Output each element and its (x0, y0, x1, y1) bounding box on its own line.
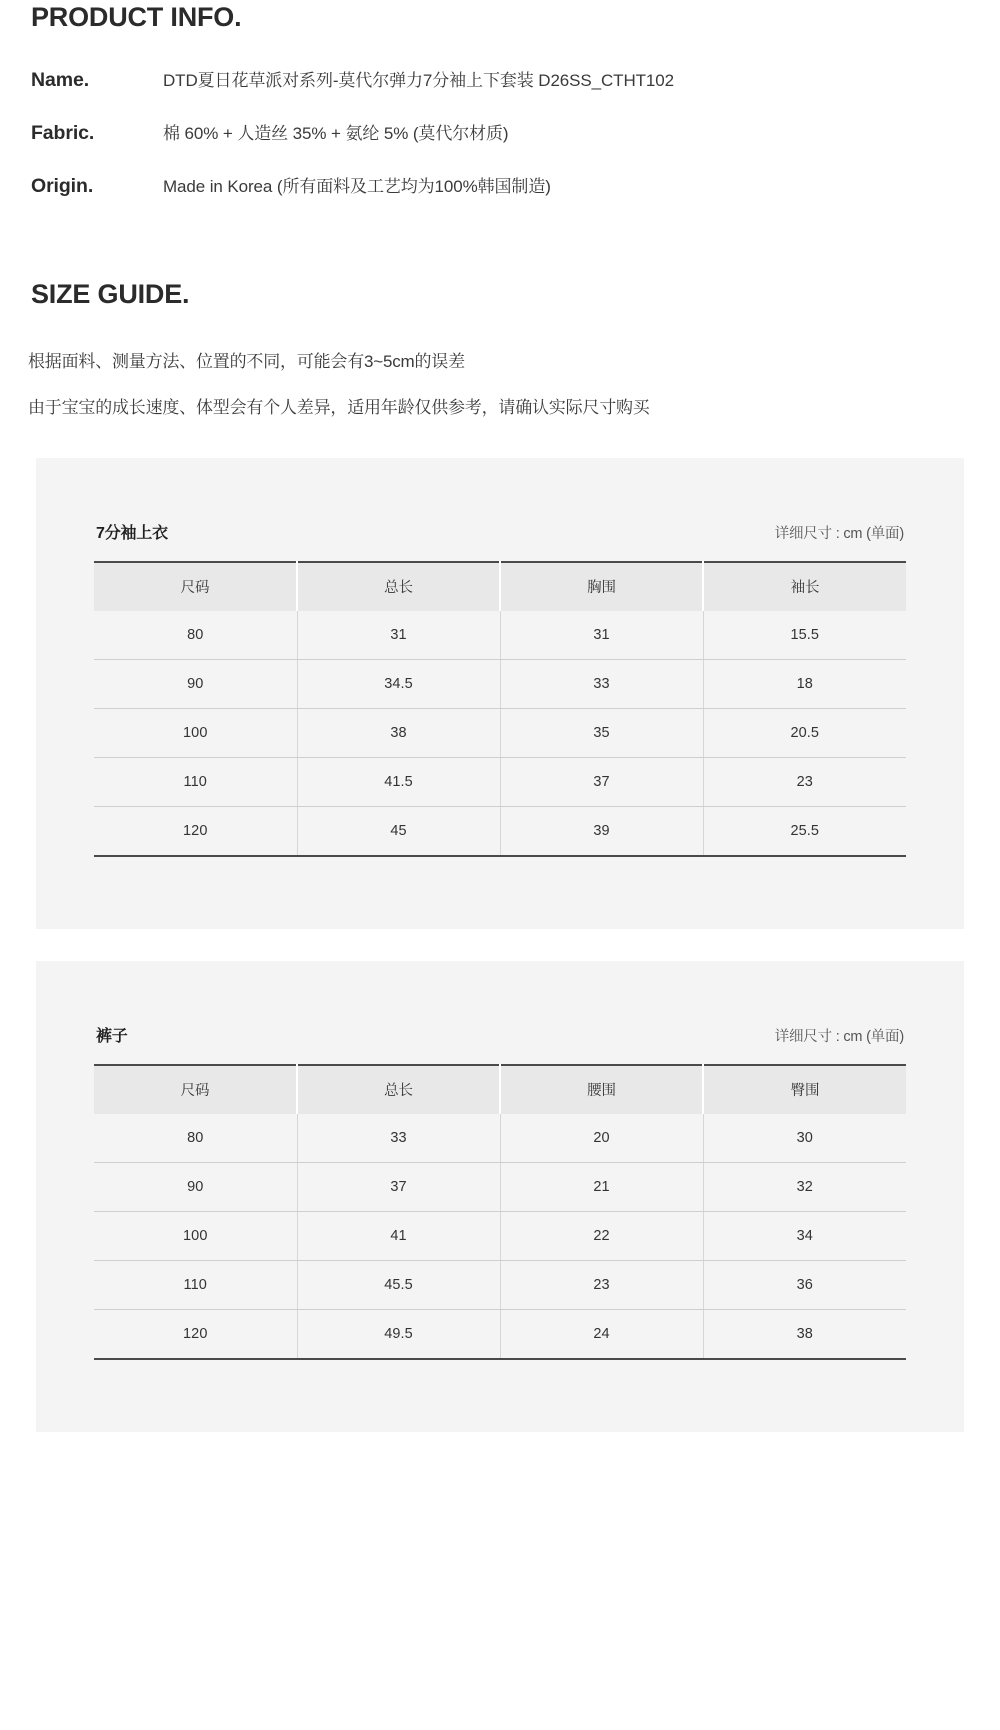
cell-size: 90 (94, 1163, 297, 1212)
cell-hip: 32 (703, 1163, 906, 1212)
cell-chest: 35 (500, 709, 703, 758)
size-guide-heading: SIZE GUIDE. (31, 279, 190, 310)
cell-size: 100 (94, 709, 297, 758)
cell-hip: 38 (703, 1310, 906, 1359)
cell-sleeve: 23 (703, 758, 906, 807)
size-table-title-top: 7分袖上衣 (96, 524, 168, 542)
size-guide-note-growth: 由于宝宝的成长速度、体型会有个人差异，适用年龄仅供参考，请确认实际尺寸购买 (28, 398, 650, 418)
cell-length: 45.5 (297, 1261, 500, 1310)
cell-size: 110 (94, 758, 297, 807)
cell-length: 31 (297, 611, 500, 660)
product-info-row-name (31, 69, 1000, 93)
table-header-row (94, 1065, 906, 1114)
size-guide-note-tolerance: 根据面料、测量方法、位置的不同，可能会有3~5cm的误差 (28, 352, 465, 372)
column-header-hip: 臀围 (703, 1065, 906, 1114)
size-guide-notes (0, 350, 1000, 420)
size-table-unit-bottom: 详细尺寸 : cm (单面) (774, 1028, 904, 1045)
cell-waist: 20 (500, 1114, 703, 1163)
table-row (94, 1114, 906, 1163)
cell-waist: 23 (500, 1261, 703, 1310)
table-row (94, 1310, 906, 1359)
product-info-section (0, 0, 1000, 198)
cell-length: 49.5 (297, 1310, 500, 1359)
cell-chest: 33 (500, 660, 703, 709)
size-table-top-head (94, 562, 906, 611)
cell-size: 90 (94, 660, 297, 709)
cell-waist: 21 (500, 1163, 703, 1212)
table-row (94, 1163, 906, 1212)
product-info-row-origin (31, 175, 1000, 199)
cell-size: 120 (94, 1310, 297, 1359)
column-header-size: 尺码 (94, 1065, 297, 1114)
size-table-bottom (94, 1064, 906, 1360)
product-info-list (0, 69, 1000, 198)
size-table-unit-top: 详细尺寸 : cm (单面) (774, 525, 904, 542)
cell-chest: 39 (500, 807, 703, 856)
column-header-size: 尺码 (94, 562, 297, 611)
cell-length: 37 (297, 1163, 500, 1212)
size-table-header-bottom (94, 1023, 906, 1064)
table-row (94, 758, 906, 807)
cell-chest: 31 (500, 611, 703, 660)
size-table-panel-top (36, 458, 964, 929)
column-header-sleeve: 袖长 (703, 562, 906, 611)
cell-size: 100 (94, 1212, 297, 1261)
product-info-value-origin: Made in Korea (所有面料及工艺均为100%韩国制造) (163, 176, 551, 196)
cell-length: 41 (297, 1212, 500, 1261)
column-header-length: 总长 (297, 1065, 500, 1114)
cell-length: 33 (297, 1114, 500, 1163)
table-row (94, 1261, 906, 1310)
cell-hip: 36 (703, 1261, 906, 1310)
size-guide-section (0, 281, 1000, 1431)
size-table-title-bottom: 裤子 (96, 1027, 128, 1045)
cell-sleeve: 25.5 (703, 807, 906, 856)
product-info-value-fabric: 棉 60% + 人造丝 35% + 氨纶 5% (莫代尔材质) (163, 123, 509, 143)
column-header-length: 总长 (297, 562, 500, 611)
table-row (94, 1212, 906, 1261)
cell-sleeve: 15.5 (703, 611, 906, 660)
table-row (94, 660, 906, 709)
cell-waist: 22 (500, 1212, 703, 1261)
product-info-value-name: DTD夏日花草派对系列-莫代尔弹力7分袖上下套装 D26SS_CTHT102 (163, 71, 674, 90)
cell-waist: 24 (500, 1310, 703, 1359)
size-table-header-top (94, 520, 906, 561)
table-row (94, 611, 906, 660)
cell-hip: 34 (703, 1212, 906, 1261)
cell-length: 41.5 (297, 758, 500, 807)
product-info-label-name: Name. (31, 69, 90, 91)
table-row (94, 807, 906, 856)
table-row (94, 709, 906, 758)
cell-size: 80 (94, 1114, 297, 1163)
size-table-bottom-body (94, 1114, 906, 1359)
cell-sleeve: 18 (703, 660, 906, 709)
cell-size: 110 (94, 1261, 297, 1310)
cell-length: 34.5 (297, 660, 500, 709)
product-info-heading: PRODUCT INFO. (31, 2, 242, 32)
table-header-row (94, 562, 906, 611)
size-table-panel-bottom (36, 961, 964, 1432)
cell-size: 120 (94, 807, 297, 856)
cell-sleeve: 20.5 (703, 709, 906, 758)
size-table-top-body (94, 611, 906, 856)
cell-length: 38 (297, 709, 500, 758)
column-header-chest: 胸围 (500, 562, 703, 611)
size-table-bottom-head (94, 1065, 906, 1114)
product-info-label-fabric: Fabric. (31, 121, 95, 144)
size-table-top (94, 561, 906, 857)
cell-length: 45 (297, 807, 500, 856)
product-info-label-origin: Origin. (31, 174, 94, 197)
cell-hip: 30 (703, 1114, 906, 1163)
product-info-row-fabric (31, 122, 1000, 146)
column-header-waist: 腰围 (500, 1065, 703, 1114)
cell-chest: 37 (500, 758, 703, 807)
cell-size: 80 (94, 611, 297, 660)
